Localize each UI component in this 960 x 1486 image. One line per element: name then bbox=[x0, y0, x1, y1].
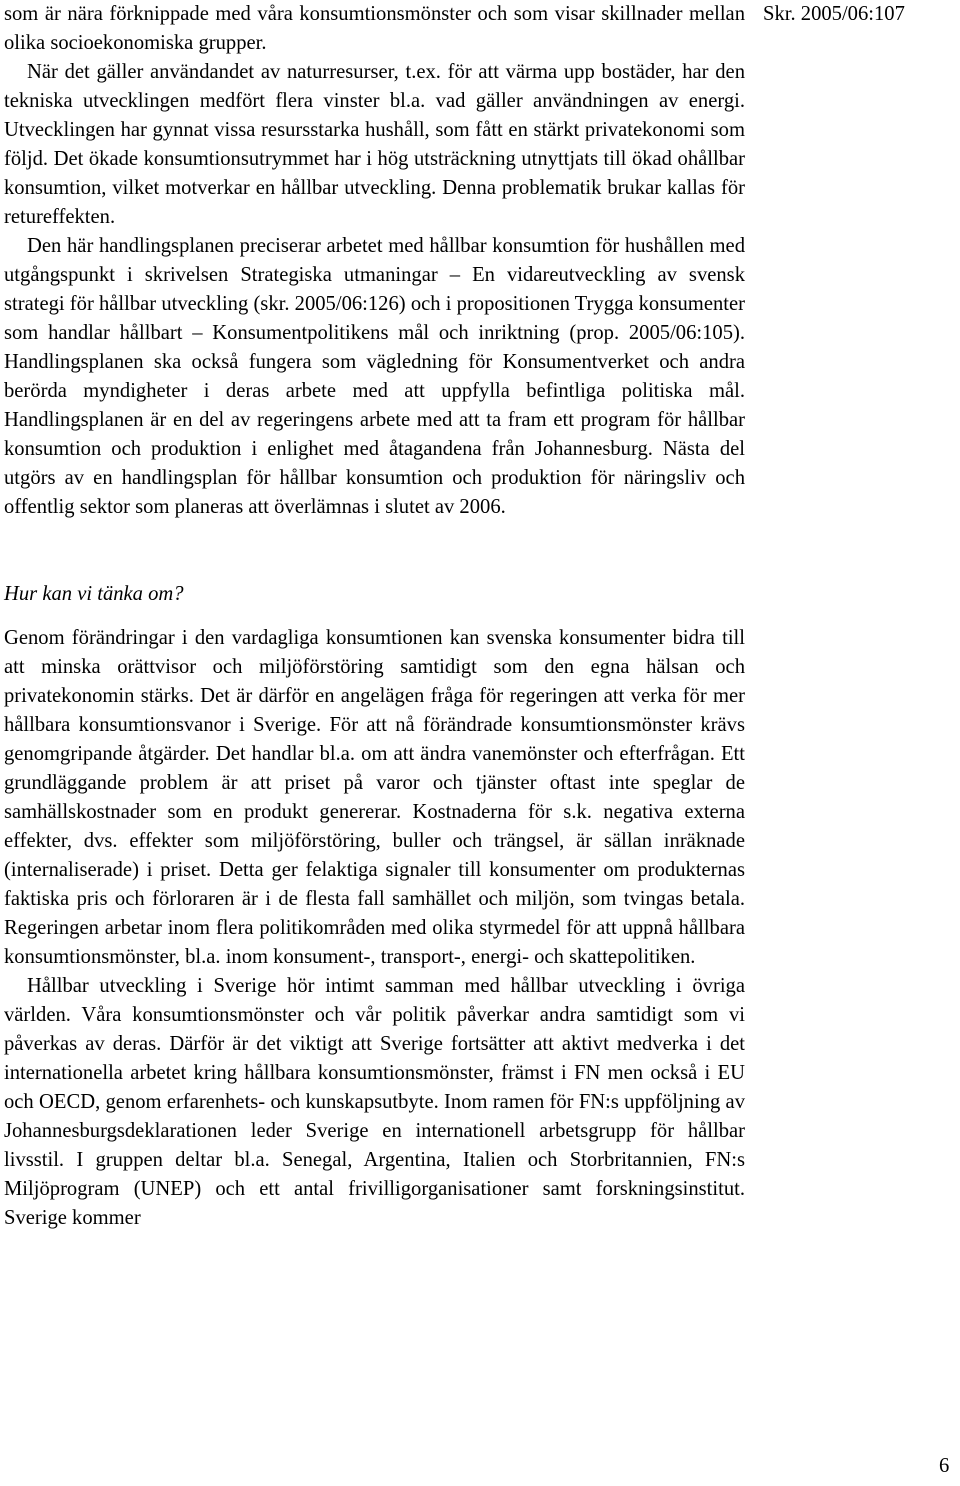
section-spacer bbox=[4, 522, 745, 580]
section-heading: Hur kan vi tänka om? bbox=[4, 583, 184, 605]
paragraph-2: När det gäller användandet av naturresurser, t.ex. för att värma upp bostäder, har den tekniska utvecklingen medfört flera vinster bl.a. vad gäller användningen av energi. Utvecklingen har gynnat vissa resursstarka hushåll, som fått en stärkt privatekonomi som följd. Det ökade konsumtionsutrymmet har i hög utsträckning utnyttjats till ökad ohållbar konsumtion, vilket motverkar en hållbar utveckling. Denna problematik brukar kallas för retureffekten. bbox=[4, 61, 745, 228]
paragraph-3: Den här handlingsplanen preciserar arbetet med hållbar konsumtion för hushållen med utgångspunkt i skrivelsen Strategiska utmaningar – En vidareutveckling av svensk strategi för hållbar utveckling (skr. 2005/06:126) och i propositionen Trygga konsumenter som handlar hållbart – Konsumentpolitikens mål och inriktning (prop. 2005/06:105). Handlingsplanen ska också fungera som vägledning för Konsumentverket och andra berörda myndigheter i deras arbete med att uppfylla befintliga politiska mål. Handlingsplanen är en del av regeringens arbete med att ta fram ett program för hållbar konsumtion och produktion i enlighet med åtagandena från Johannesburg. Nästa del utgörs av en handlingsplan för hållbar konsumtion och produktion för näringsliv och offentlig sektor som planeras att överlämnas i slutet av 2006. bbox=[4, 235, 745, 518]
paragraph-5: Hållbar utveckling i Sverige hör intimt samman med hållbar utveckling i övriga världen. Våra konsumtionsmönster och vår politik påverkar andra samtidigt som vi påverkas av deras. Därför är det viktigt att Sverige fortsätter att aktivt medverka i det internationella arbetet kring hållbara konsumtionsmönster, främst i FN men också i EU och OECD, genom erfarenhets- och kunskapsutbyte. Inom ramen för FN:s uppföljning av Johannesburgsdeklarationen leder Sverige en internationell arbetsgrupp för hållbar livsstil. I gruppen deltar bl.a. Senegal, Argentina, Italien och Storbritannien, FN:s Miljöprogram (UNEP) och ett antal frivilligorganisationer samt forskningsinstitut. Sverige kommer bbox=[4, 975, 745, 1229]
page-number: 6 bbox=[939, 1455, 950, 1477]
paragraph-1: som är nära förknippade med våra konsumtionsmönster och som visar skillnader mellan olika socioekonomiska grupper. bbox=[4, 3, 745, 54]
document-body bbox=[4, 0, 745, 1233]
document-reference: Skr. 2005/06:107 bbox=[763, 3, 905, 25]
paragraph-4: Genom förändringar i den vardagliga konsumtionen kan svenska konsumenter bidra till att minska orättvisor och miljöförstöring samtidigt som den egna hälsan och privatekonomin stärks. Det är därför en angelägen fråga för regeringen att verka för mer hållbara konsumtionsvanor i Sverige. För att nå förändrade konsumtionsmönster krävs genomgripande åtgärder. Det handlar bl.a. om att ändra vanemönster och efterfrågan. Ett grundläggande problem är att priset på varor och tjänster oftast inte speglar de samhällskostnader som en produkt genererar. Kostnaderna för s.k. negativa externa effekter, dvs. effekter som miljöförstöring, buller och trängsel, är sällan inräknade (internaliserade) i priset. Detta ger felaktiga signaler till konsumenter om produkternas faktiska pris och förloraren är i de flesta fall samhället och miljön, som tvingas betala. Regeringen arbetar inom flera politikområden med olika styrmedel för att uppnå hållbara konsumtionsmönster, bl.a. inom konsument-, transport-, energi- och skattepolitiken. bbox=[4, 627, 745, 968]
heading-spacer bbox=[4, 609, 745, 624]
